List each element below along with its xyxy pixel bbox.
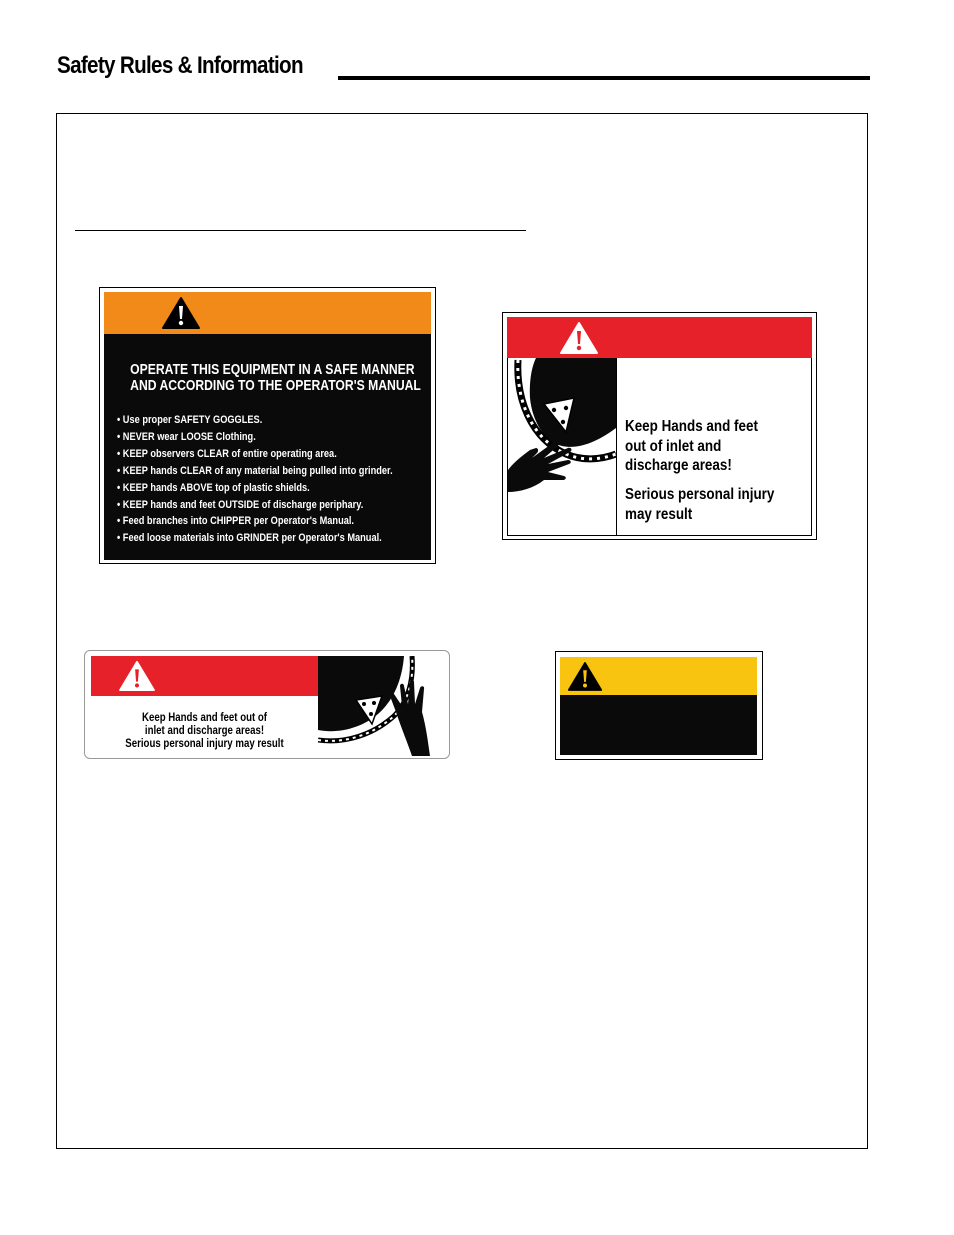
heading-line: OPERATE THIS EQUIPMENT IN A SAFE MANNER [130, 362, 415, 378]
list-item: • KEEP hands CLEAR of any material being pulled into grinder. [117, 464, 393, 477]
warning-triangle-icon [161, 296, 201, 330]
message-line: discharge areas! [625, 457, 732, 474]
message-line: Serious personal injury may result [125, 738, 284, 750]
pictogram-panel [318, 656, 446, 756]
warning-header-bar [104, 292, 431, 334]
safety-list [117, 412, 445, 547]
keep-hands-message [625, 417, 783, 476]
message-line: out of inlet and [625, 437, 722, 455]
caution-header-bar [560, 657, 757, 695]
caution-body [560, 695, 757, 755]
warning-body [104, 334, 431, 560]
rotor-hand-icon [508, 358, 616, 536]
message-line: inlet and discharge areas! [144, 725, 265, 737]
list-item: • KEEP hands ABOVE top of plastic shields. [117, 481, 310, 494]
injury-message [625, 485, 803, 524]
list-item: • NEVER wear LOOSE Clothing. [117, 430, 256, 443]
title-rule [338, 76, 870, 80]
decal-hands-feet-small [84, 650, 450, 759]
message-line: Serious personal injury [625, 486, 775, 503]
danger-header-bar [507, 317, 812, 358]
rotor-hand-icon [318, 656, 446, 756]
decal-hands-feet-large [502, 312, 817, 540]
list-item: • Use proper SAFETY GOGGLES. [117, 414, 263, 426]
danger-header-bar [91, 656, 318, 696]
panel-divider [616, 358, 617, 536]
message-line: Keep Hands and feet out of [141, 712, 268, 724]
keep-hands-message [91, 712, 318, 751]
warning-triangle-icon [567, 661, 603, 692]
list-item: • KEEP observers CLEAR of entire operating area. [117, 447, 337, 460]
decal-caution [555, 651, 763, 760]
danger-body [507, 358, 812, 536]
list-item: • Feed branches into CHIPPER per Operator's Manual. [117, 515, 354, 528]
message-line: Keep Hands and feet [625, 418, 758, 435]
decal-heading [104, 362, 431, 394]
section-rule [75, 230, 526, 231]
list-item: • Feed loose materials into GRINDER per Operator's Manual. [117, 532, 382, 545]
list-item: • KEEP hands and feet OUTSIDE of discharge periphary. [117, 498, 364, 511]
content-frame [56, 113, 868, 1149]
heading-line: AND ACCORDING TO THE OPERATOR'S MANUAL [130, 378, 421, 394]
warning-triangle-icon [559, 321, 599, 355]
warning-triangle-icon [118, 660, 156, 692]
page-title: Safety Rules & Information [57, 52, 303, 79]
message-line: may result [625, 505, 693, 523]
decal-operate-safely [99, 287, 436, 564]
